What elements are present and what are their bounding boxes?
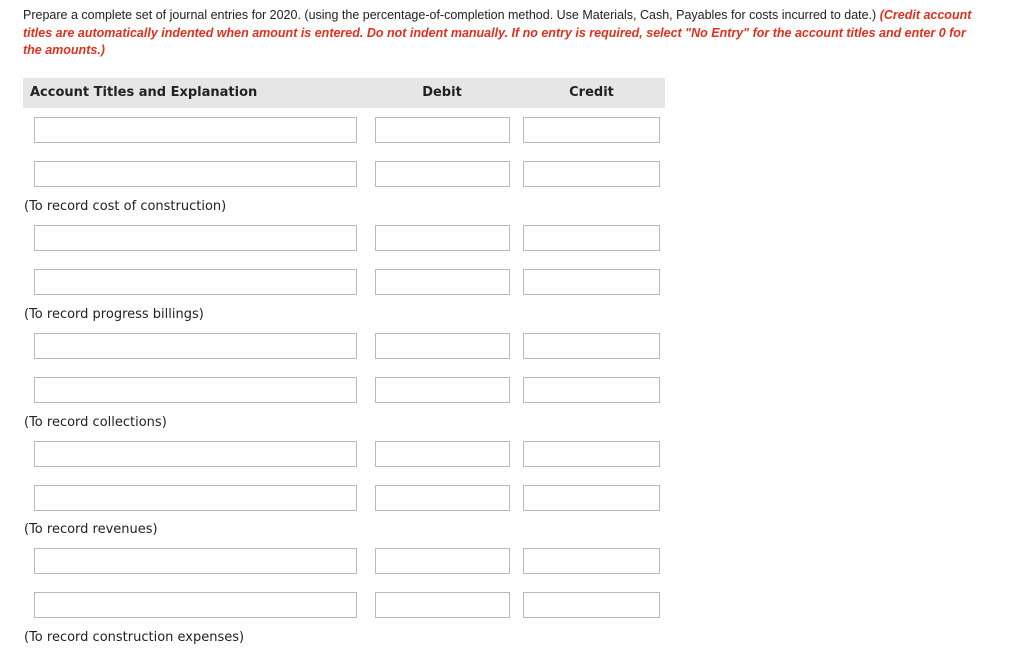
debit-amount-input[interactable] <box>375 548 510 574</box>
debit-amount-input[interactable] <box>375 592 510 618</box>
debit-amount-input[interactable] <box>375 377 510 403</box>
entry-explanation: (To record progress billings) <box>24 307 204 322</box>
instructions-main: Prepare a complete set of journal entries for 2020. (using the percentage-of-completion method. Use Materials, Cash, Payables for costs incurred to date.) <box>23 8 880 22</box>
debit-amount-input[interactable] <box>375 441 510 467</box>
entry-explanation: (To record cost of construction) <box>24 199 227 214</box>
instructions <box>23 7 973 60</box>
credit-amount-input[interactable] <box>523 269 660 295</box>
entry-explanation: (To record revenues) <box>24 522 158 537</box>
entry-explanation: (To record collections) <box>24 415 167 430</box>
debit-amount-input[interactable] <box>375 485 510 511</box>
debit-header: Debit <box>422 85 462 100</box>
journal-table-header <box>23 78 665 108</box>
credit-amount-input[interactable] <box>523 377 660 403</box>
credit-amount-input[interactable] <box>523 592 660 618</box>
account-title-input[interactable] <box>34 269 357 295</box>
credit-amount-input[interactable] <box>523 117 660 143</box>
debit-amount-input[interactable] <box>375 269 510 295</box>
instructions-note: (Credit account titles are automatically indented when amount is entered. Do not indent manually. If no entry is required, select "No Entry" for the account titles and enter 0 for the amounts.) <box>23 8 972 57</box>
account-title-input[interactable] <box>34 377 357 403</box>
account-title-input[interactable] <box>34 485 357 511</box>
credit-amount-input[interactable] <box>523 333 660 359</box>
account-title-input[interactable] <box>34 592 357 618</box>
credit-amount-input[interactable] <box>523 548 660 574</box>
debit-amount-input[interactable] <box>375 161 510 187</box>
account-title-input[interactable] <box>34 161 357 187</box>
account-title-input[interactable] <box>34 333 357 359</box>
debit-amount-input[interactable] <box>375 333 510 359</box>
account-titles-header: Account Titles and Explanation <box>30 85 258 100</box>
credit-amount-input[interactable] <box>523 161 660 187</box>
debit-amount-input[interactable] <box>375 117 510 143</box>
credit-amount-input[interactable] <box>523 441 660 467</box>
credit-amount-input[interactable] <box>523 225 660 251</box>
account-title-input[interactable] <box>34 225 357 251</box>
debit-amount-input[interactable] <box>375 225 510 251</box>
credit-amount-input[interactable] <box>523 485 660 511</box>
account-title-input[interactable] <box>34 441 357 467</box>
account-title-input[interactable] <box>34 548 357 574</box>
account-title-input[interactable] <box>34 117 357 143</box>
credit-header: Credit <box>569 85 614 100</box>
entry-explanation: (To record construction expenses) <box>24 630 245 645</box>
